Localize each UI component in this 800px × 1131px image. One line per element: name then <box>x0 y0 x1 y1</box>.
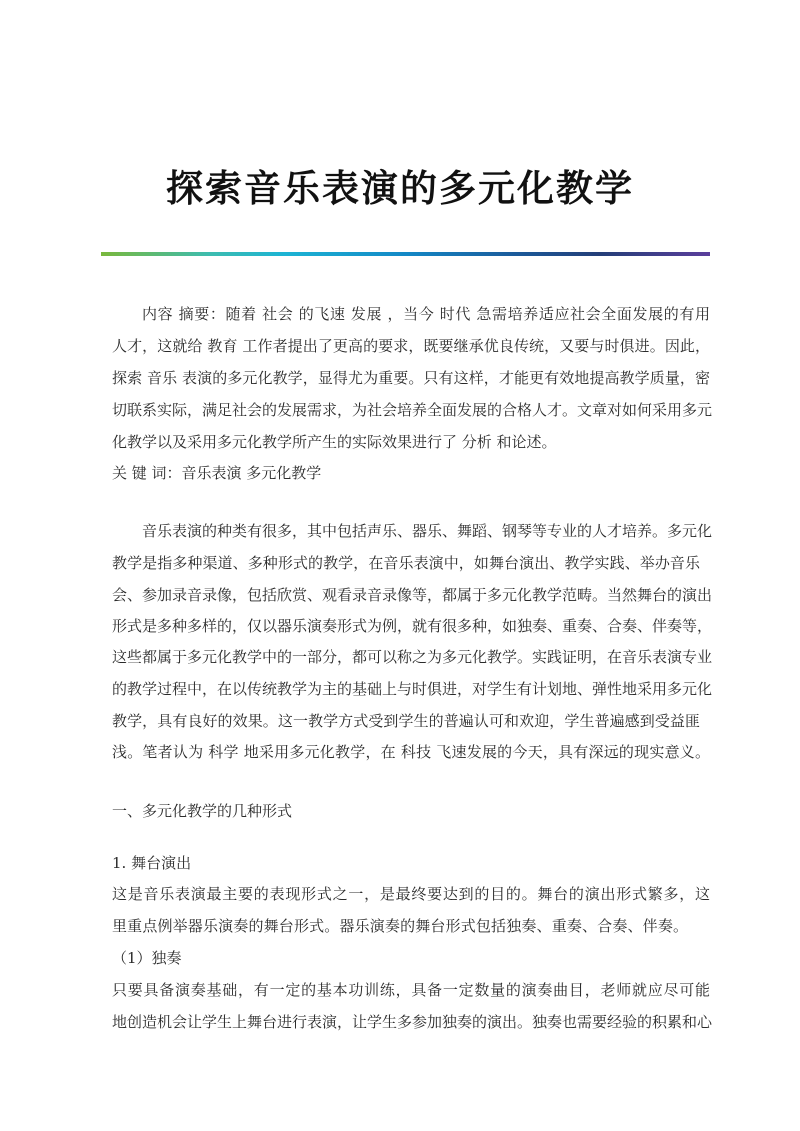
stage-line: 这是音乐表演最主要的表现形式之一，是最终要达到的目的。舞台的演出形式繁多，这 <box>112 885 710 903</box>
intro-line: 会、参加录音录像，包括欣赏、观看录音录像等，都属于多元化教学范畴。当然舞台的演出 <box>112 586 713 604</box>
sub-sub-heading: （1）独奏 <box>112 949 182 967</box>
intro-line: 音乐表演的种类有很多，其中包括声乐、器乐、舞蹈、钢琴等专业的人才培养。多元化 <box>142 522 713 540</box>
document-title: 探索音乐表演的多元化教学 <box>166 166 634 210</box>
title-divider <box>101 252 710 256</box>
abstract-line: 人才，这就给 教育 工作者提出了更高的要求，既要继承优良传统，又要与时俱进。因此， <box>112 337 710 355</box>
intro-line: 教学是指多种渠道、多种形式的教学，在音乐表演中，如舞台演出、教学实践、举办音乐 <box>112 554 700 572</box>
section-heading: 一、多元化教学的几种形式 <box>112 802 293 820</box>
keywords: 关 键 词：音乐表演 多元化教学 <box>112 464 322 482</box>
intro-line: 教学，具有良好的效果。这一教学方式受到学生的普遍认可和欢迎，学生普遍感到受益匪 <box>112 712 700 730</box>
abstract-line: 内容 摘要：随着 社会 的飞速 发展 ，当今 时代 急需培养适应社会全面发展的有用 <box>142 305 710 323</box>
abstract-line: 探索 音乐 表演的多元化教学，显得尤为重要。只有这样，才能更有效地提高教学质量，密 <box>112 369 710 387</box>
intro-line: 浅。笔者认为 科学 地采用多元化教学，在 科技 飞速发展的今天，具有深远的现实意义。 <box>112 743 710 761</box>
intro-line: 的教学过程中，在以传统教学为主的基础上与时俱进，对学生有计划地、弹性地采用多元化 <box>112 680 713 698</box>
intro-line: 这些都属于多元化教学中的一部分，都可以称之为多元化教学。实践证明，在音乐表演专业 <box>112 648 713 666</box>
sub-heading: 1. 舞台演出 <box>112 854 192 872</box>
intro-line: 形式是多种多样的，仅以器乐演奏形式为例，就有很多种，如独奏、重奏、合奏、伴奏等， <box>112 617 713 635</box>
abstract-line: 切联系实际，满足社会的发展需求，为社会培养全面发展的合格人才。文章对如何采用多元 <box>112 401 713 419</box>
abstract-line: 化教学以及采用多元化教学所产生的实际效果进行了 分析 和论述。 <box>112 433 557 451</box>
solo-line: 地创造机会让学生上舞台进行表演，让学生多参加独奏的演出。独奏也需要经验的积累和心 <box>112 1013 713 1031</box>
stage-line: 里重点例举器乐演奏的舞台形式。器乐演奏的舞台形式包括独奏、重奏、合奏、伴奏。 <box>112 917 688 935</box>
solo-line: 只要具备演奏基础，有一定的基本功训练，具备一定数量的演奏曲目，老师就应尽可能 <box>112 981 710 999</box>
